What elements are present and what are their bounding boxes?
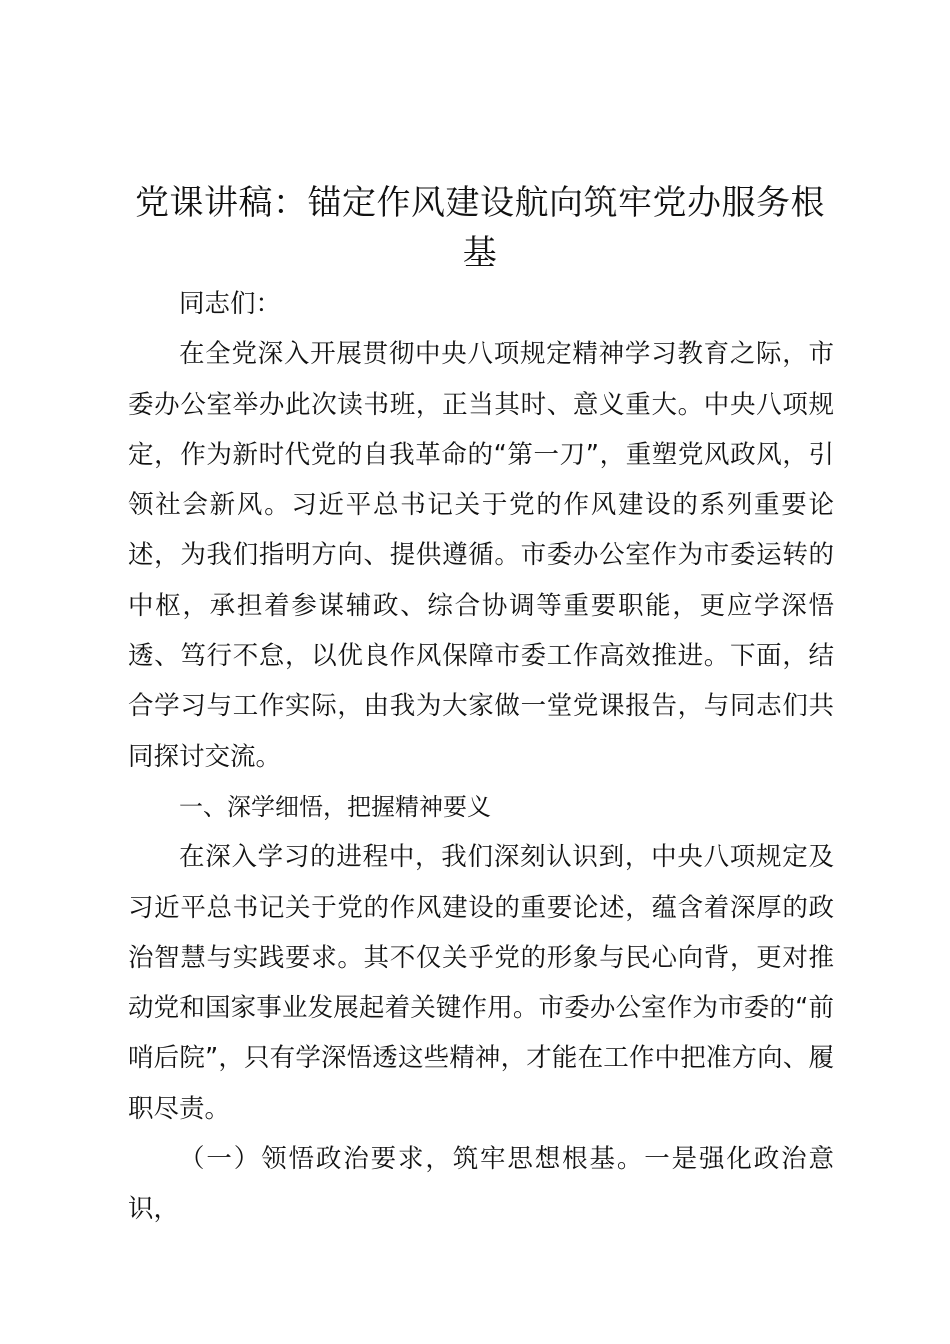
body-paragraph-1: 在全党深入开展贯彻中央八项规定精神学习教育之际，市委办公室举办此次读书班，正当其时、意义重大。中央八项规定，作为新时代党的自我革命的“第一刀”，重塑党风政风，引领社会新风。习近平总书记关于党的作风建设的系列重要论述，为我们指明方向、提供遵循。市委办公室作为市委运转的中枢，承担着参谋辅政、综合协调等重要职能，更应学深悟透、笃行不怠，以优良作风保障市委工作高效推进。下面，结合学习与工作实际，由我为大家做一堂党课报告，与同志们共同探讨交流。 xyxy=(128,339,834,772)
body-paragraph-2: 在深入学习的进程中，我们深刻认识到，中央八项规定及习近平总书记关于党的作风建设的重要论述，蕴含着深厚的政治智慧与实践要求。其不仅关乎党的形象与民心向背，更对推动党和国家事业发展起着关键作用。市委办公室作为市委的“前哨后院”，只有学深悟透这些精神，才能在工作中把准方向、履职尽责。 xyxy=(128,842,834,1124)
document-title: 党课讲稿：锚定作风建设航向筑牢党办服务根基 xyxy=(135,183,825,273)
section-heading-1: 一、深学细悟，把握精神要义 xyxy=(179,792,491,821)
document-body xyxy=(128,279,834,1235)
body-paragraph-3: （一）领悟政治要求，筑牢思想根基。一是强化政治意识， xyxy=(128,1144,834,1225)
salutation: 同志们： xyxy=(179,289,282,319)
